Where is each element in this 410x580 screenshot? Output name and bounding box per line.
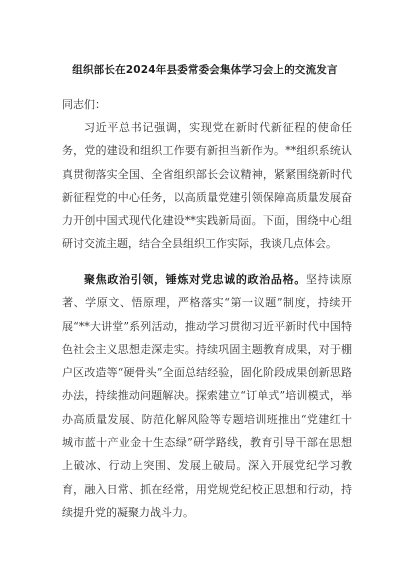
intro-paragraph: 习近平总书记强调，实现党在新时代新征程的使命任务，党的建设和组织工作要有新担当新作为。**组织系统认真贯彻落实全国、全省组织部长会议精神，紧紧围绕新时代新征程党的中心任务，以高质量党建引领保障高质量发展奋力开创中国式现代化建设**实践新局面。下面，围绕中心组研讨交流主题，结合全县组织工作实际，我谈几点体会。: [62, 121, 352, 251]
document-title: 组织部长在2024年县委常委会集体学习会上的交流发言: [72, 64, 338, 76]
salutation: 同志们：: [62, 98, 106, 111]
section-heading: 聚焦政治引领，锤炼对党忠诚的政治品格。: [84, 273, 306, 286]
section-body: 坚持读原著、学原文、悟原理，严格落实“第一议题”制度，持续开展“**大讲堂”系列活动，推动学习贯彻习近平新时代中国特色社会主义思想走深走实。持续巩固主题教育成果，对于棚户区改造等“硬骨头”全面总结经验，固化阶段成果创新思路办法，持续推动问题解决。探索建立“订单式”培训模式，举办高质量发展、防范化解风险等专题培训班推出“党建红十城市蓝十产业金十生态绿”研学路线，教育引导干部在思想上破冰、行动上突围、发展上破局。深入开展党纪学习教育，融入日常、抓在经常，用党规党纪校正思想和行动，持续提升党的凝聚力战斗力。: [62, 273, 352, 519]
section-paragraph: [62, 268, 352, 524]
